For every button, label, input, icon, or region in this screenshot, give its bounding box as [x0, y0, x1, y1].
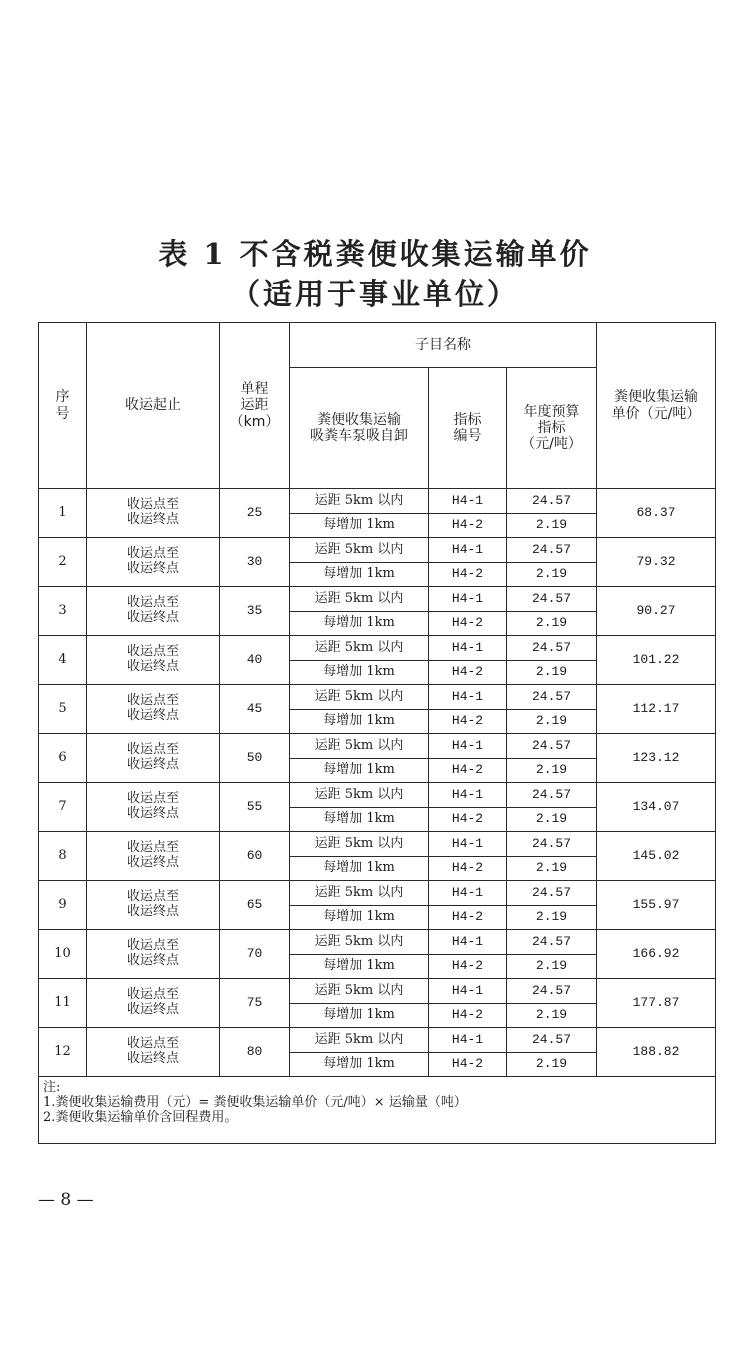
row-item-1: 运距 5km 以内 [290, 489, 429, 514]
header-distance: 单程 运距 （km） [220, 323, 290, 489]
row-item-1: 运距 5km 以内 [290, 734, 429, 759]
table-row [39, 587, 716, 612]
row-distance: 25 [220, 489, 290, 538]
table-row [39, 538, 716, 563]
row-budget-1: 24.57 [507, 734, 597, 759]
row-code-1: H4-1 [429, 832, 507, 857]
table-title: 表 1 不含税粪便收集运输单价 [158, 237, 592, 271]
row-seq: 8 [39, 832, 87, 881]
row-code-1: H4-1 [429, 734, 507, 759]
row-code-2: H4-2 [429, 808, 507, 832]
row-item-2: 每增加 1km [290, 563, 429, 587]
row-budget-1: 24.57 [507, 538, 597, 563]
row-code-1: H4-1 [429, 685, 507, 710]
table-row [39, 832, 716, 857]
row-seq: 5 [39, 685, 87, 734]
row-code-2: H4-2 [429, 661, 507, 685]
row-code-2: H4-2 [429, 710, 507, 734]
row-item-1: 运距 5km 以内 [290, 685, 429, 710]
table-row [39, 489, 716, 514]
row-item-2: 每增加 1km [290, 612, 429, 636]
row-budget-2: 2.19 [507, 612, 597, 636]
header-budget: 年度预算 指标 （元/吨） [507, 368, 597, 489]
row-route: 收运点至 收运终点 [87, 832, 220, 881]
row-code-1: H4-1 [429, 783, 507, 808]
row-distance: 55 [220, 783, 290, 832]
table-row [39, 930, 716, 955]
row-item-1: 运距 5km 以内 [290, 538, 429, 563]
row-unit-price: 112.17 [597, 685, 716, 734]
row-budget-2: 2.19 [507, 955, 597, 979]
row-code-1: H4-1 [429, 979, 507, 1004]
row-code-2: H4-2 [429, 612, 507, 636]
price-table [38, 322, 716, 1144]
row-budget-1: 24.57 [507, 930, 597, 955]
row-item-1: 运距 5km 以内 [290, 783, 429, 808]
row-seq: 6 [39, 734, 87, 783]
row-code-1: H4-1 [429, 881, 507, 906]
note-line-2: 2.粪便收集运输单价含回程费用。 [43, 1109, 238, 1125]
row-budget-2: 2.19 [507, 808, 597, 832]
row-item-2: 每增加 1km [290, 955, 429, 979]
row-budget-1: 24.57 [507, 979, 597, 1004]
row-distance: 80 [220, 1028, 290, 1077]
row-item-2: 每增加 1km [290, 661, 429, 685]
row-unit-price: 134.07 [597, 783, 716, 832]
row-route: 收运点至 收运终点 [87, 587, 220, 636]
note-line-1: 1.粪便收集运输费用（元）= 粪便收集运输单价（元/吨）× 运输量（吨） [43, 1094, 467, 1110]
row-budget-2: 2.19 [507, 514, 597, 538]
row-distance: 65 [220, 881, 290, 930]
row-unit-price: 188.82 [597, 1028, 716, 1077]
row-unit-price: 123.12 [597, 734, 716, 783]
row-code-1: H4-1 [429, 930, 507, 955]
row-budget-2: 2.19 [507, 661, 597, 685]
row-route: 收运点至 收运终点 [87, 734, 220, 783]
row-item-2: 每增加 1km [290, 514, 429, 538]
row-seq: 3 [39, 587, 87, 636]
row-route: 收运点至 收运终点 [87, 930, 220, 979]
row-distance: 60 [220, 832, 290, 881]
header-unit-price: 粪便收集运输 单价（元/吨） [597, 323, 716, 489]
row-route: 收运点至 收运终点 [87, 636, 220, 685]
row-distance: 70 [220, 930, 290, 979]
row-unit-price: 101.22 [597, 636, 716, 685]
row-code-1: H4-1 [429, 587, 507, 612]
row-code-2: H4-2 [429, 955, 507, 979]
row-budget-2: 2.19 [507, 1004, 597, 1028]
row-seq: 4 [39, 636, 87, 685]
row-code-2: H4-2 [429, 1053, 507, 1077]
row-distance: 50 [220, 734, 290, 783]
row-unit-price: 177.87 [597, 979, 716, 1028]
table-row [39, 783, 716, 808]
table-row [39, 979, 716, 1004]
table-row [39, 636, 716, 661]
row-route: 收运点至 收运终点 [87, 538, 220, 587]
header-route: 收运起止 [87, 323, 220, 489]
page-number: — 8 — [38, 1190, 94, 1210]
row-seq: 7 [39, 783, 87, 832]
row-code-2: H4-2 [429, 563, 507, 587]
row-unit-price: 145.02 [597, 832, 716, 881]
table-row [39, 1028, 716, 1053]
row-budget-1: 24.57 [507, 636, 597, 661]
notes-label: 注: [43, 1080, 61, 1095]
row-budget-1: 24.57 [507, 832, 597, 857]
row-distance: 30 [220, 538, 290, 587]
row-budget-2: 2.19 [507, 710, 597, 734]
table-row [39, 685, 716, 710]
row-code-2: H4-2 [429, 906, 507, 930]
row-item-1: 运距 5km 以内 [290, 881, 429, 906]
row-budget-2: 2.19 [507, 563, 597, 587]
row-item-1: 运距 5km 以内 [290, 979, 429, 1004]
row-code-2: H4-2 [429, 759, 507, 783]
row-route: 收运点至 收运终点 [87, 489, 220, 538]
row-item-2: 每增加 1km [290, 906, 429, 930]
row-seq: 1 [39, 489, 87, 538]
row-item-1: 运距 5km 以内 [290, 832, 429, 857]
table-row [39, 881, 716, 906]
header-code: 指标 编号 [429, 368, 507, 489]
row-item-2: 每增加 1km [290, 759, 429, 783]
row-route: 收运点至 收运终点 [87, 1028, 220, 1077]
row-seq: 12 [39, 1028, 87, 1077]
row-route: 收运点至 收运终点 [87, 881, 220, 930]
row-item-2: 每增加 1km [290, 1053, 429, 1077]
row-code-1: H4-1 [429, 538, 507, 563]
row-seq: 10 [39, 930, 87, 979]
row-code-2: H4-2 [429, 514, 507, 538]
row-budget-2: 2.19 [507, 1053, 597, 1077]
row-unit-price: 68.37 [597, 489, 716, 538]
row-distance: 35 [220, 587, 290, 636]
row-distance: 45 [220, 685, 290, 734]
row-item-1: 运距 5km 以内 [290, 636, 429, 661]
row-item-1: 运距 5km 以内 [290, 1028, 429, 1053]
row-route: 收运点至 收运终点 [87, 685, 220, 734]
row-unit-price: 166.92 [597, 930, 716, 979]
row-route: 收运点至 收运终点 [87, 783, 220, 832]
row-route: 收运点至 收运终点 [87, 979, 220, 1028]
row-distance: 40 [220, 636, 290, 685]
row-item-1: 运距 5km 以内 [290, 587, 429, 612]
notes [39, 1077, 716, 1144]
table-subtitle: （适用于事业单位） [230, 277, 519, 311]
row-budget-1: 24.57 [507, 587, 597, 612]
row-budget-1: 24.57 [507, 881, 597, 906]
row-seq: 11 [39, 979, 87, 1028]
row-budget-1: 24.57 [507, 685, 597, 710]
row-code-1: H4-1 [429, 636, 507, 661]
row-code-1: H4-1 [429, 489, 507, 514]
row-budget-1: 24.57 [507, 1028, 597, 1053]
row-item-1: 运距 5km 以内 [290, 930, 429, 955]
row-distance: 75 [220, 979, 290, 1028]
row-budget-1: 24.57 [507, 489, 597, 514]
row-code-2: H4-2 [429, 857, 507, 881]
row-code-1: H4-1 [429, 1028, 507, 1053]
row-item-2: 每增加 1km [290, 710, 429, 734]
row-budget-1: 24.57 [507, 783, 597, 808]
table-row [39, 734, 716, 759]
row-budget-2: 2.19 [507, 857, 597, 881]
row-budget-2: 2.19 [507, 906, 597, 930]
header-item-name: 粪便收集运输 吸粪车泵吸自卸 [290, 368, 429, 489]
row-unit-price: 90.27 [597, 587, 716, 636]
row-code-2: H4-2 [429, 1004, 507, 1028]
row-unit-price: 155.97 [597, 881, 716, 930]
row-item-2: 每增加 1km [290, 808, 429, 832]
row-budget-2: 2.19 [507, 759, 597, 783]
row-item-2: 每增加 1km [290, 857, 429, 881]
row-seq: 2 [39, 538, 87, 587]
row-seq: 9 [39, 881, 87, 930]
header-sub-item: 子目名称 [290, 323, 597, 368]
header-seq: 序 号 [39, 323, 87, 489]
row-unit-price: 79.32 [597, 538, 716, 587]
row-item-2: 每增加 1km [290, 1004, 429, 1028]
